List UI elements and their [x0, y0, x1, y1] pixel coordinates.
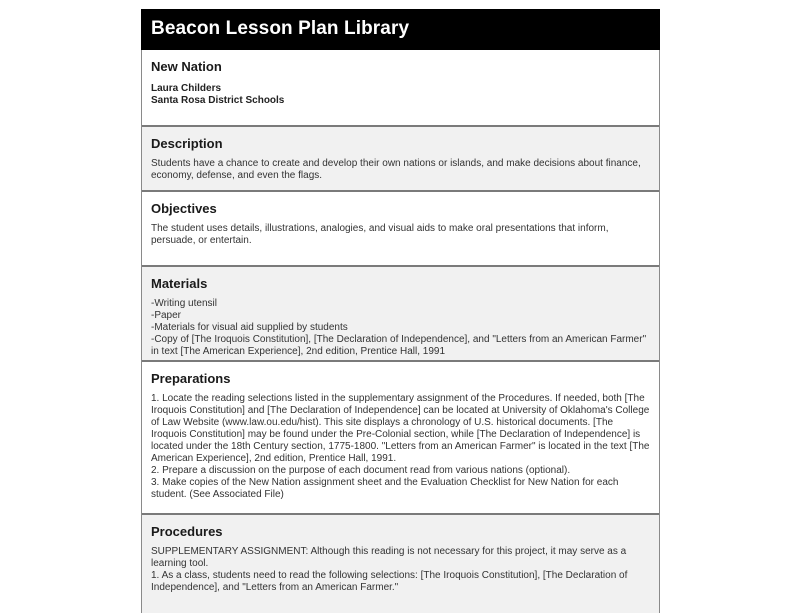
- materials-section: [142, 265, 659, 360]
- author-name: Laura Childers: [151, 83, 222, 94]
- lesson-plan-page: [141, 9, 660, 613]
- description-text: Students have a chance to create and develop their own nations or islands, and make decisions about finance, economy, defense, and even the flags.: [151, 158, 641, 181]
- materials-list: [151, 298, 650, 358]
- objectives-heading: Objectives: [151, 201, 217, 216]
- preparations-section: [142, 360, 659, 513]
- preparations-list: [151, 393, 650, 501]
- procedures-item: 1. As a class, students need to read the following selections: [The Iroquois Constitution], [The Declaration of Independence], and "Letters from an American Farmer.": [151, 570, 628, 593]
- procedures-item: SUPPLEMENTARY ASSIGNMENT: Although this reading is not necessary for this project, it may serve as a learning tool.: [151, 546, 627, 569]
- description-heading: Description: [151, 136, 223, 151]
- description-section: [142, 125, 659, 190]
- objectives-section: [142, 190, 659, 265]
- materials-item: -Copy of [The Iroquois Constitution], [The Declaration of Independence], and "Letters from an American Farmer" in text [The American Experience], 2nd edition, Prentice Hall, 1991: [151, 334, 647, 357]
- preparations-item: 1. Locate the reading selections listed in the supplementary assignment of the Procedures. If needed, both [The Iroquois Constitution] and [The Declaration of Independence] can be located at University of Oklahoma's College of Law Website (www.law.ou.edu/hist). This site displays a chronology of U.S. historical documents. [The Iroquois Constitution] may be found under the Pre-Colonial section, while [The Declaration of Independence] is located under the 18th Century section, 1775-1800. "Letters from an American Farmer" is located in the text [The American Experience], 2nd edition, Prentice Hall, 1991.: [151, 393, 650, 464]
- author-organization: Santa Rosa District Schools: [151, 95, 285, 106]
- materials-item: -Materials for visual aid supplied by students: [151, 322, 348, 333]
- procedures-section: [142, 513, 659, 613]
- procedures-list: [151, 546, 650, 594]
- preparations-item: 3. Make copies of the New Nation assignment sheet and the Evaluation Checklist for New Nation for each student. (See Associated File): [151, 477, 619, 500]
- procedures-heading: Procedures: [151, 524, 223, 539]
- site-banner: [141, 9, 660, 50]
- objectives-text: The student uses details, illustrations, analogies, and visual aids to make oral presentations that inform, persuade, or entertain.: [151, 223, 609, 246]
- materials-item: -Writing utensil: [151, 298, 217, 309]
- lesson-header: [142, 50, 659, 125]
- preparations-heading: Preparations: [151, 371, 231, 386]
- materials-item: -Paper: [151, 310, 182, 321]
- materials-heading: Materials: [151, 276, 208, 291]
- site-title: Beacon Lesson Plan Library: [151, 18, 410, 39]
- lesson-title: New Nation: [151, 59, 222, 74]
- preparations-item: 2. Prepare a discussion on the purpose of each document read from various nations (optional).: [151, 465, 571, 476]
